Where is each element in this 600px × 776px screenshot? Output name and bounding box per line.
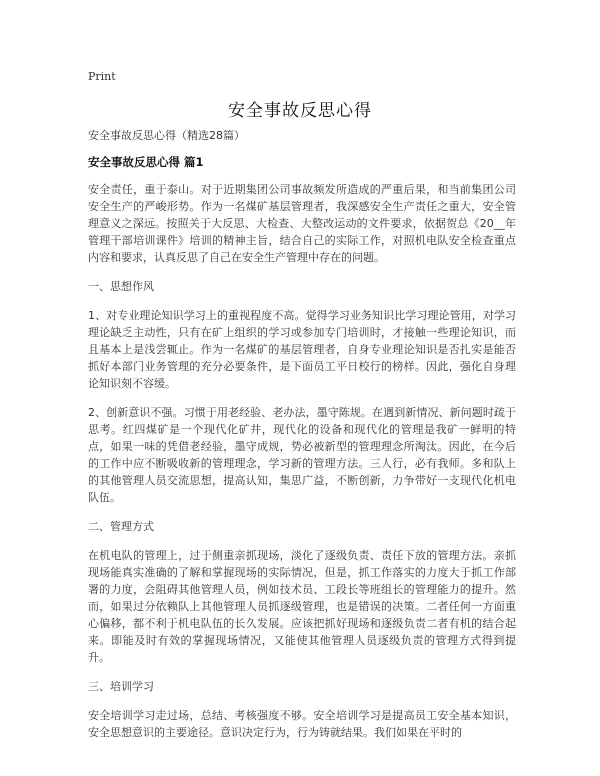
paragraph: 1、对专业理论知识学习上的重视程度不高。觉得学习业务知识比学习理论管用，对学习理论缺乏主动性，只有在矿上组织的学习或参加专门培训时，才接触一些理论知识，而且基本上是浅尝辄止。作为一名煤矿的基层管理者，自身专业理论知识是否扎实是能否抓好本部门业务管理的充分必要条件，是下面员工平日校行的榜样。因此，强化自身理论知识刻不容缓。 xyxy=(88,309,516,390)
article-blocks xyxy=(88,181,516,741)
print-link[interactable]: Print xyxy=(88,70,116,83)
section-subheading: 一、思想作风 xyxy=(88,280,154,293)
paragraph: 2、创新意识不强。习惯于用老经验、老办法，墨守陈规。在遇到新情况、新问题时疏于思考。红四煤矿是一个现代化矿井，现代化的设备和现代化的管理是我矿一鲜明的特点，如果一味的凭借老经验，墨守成规，势必被新型的管理理念所淘汰。因此，在今后的工作中应不断吸收新的管理理念，学习新的管理方法。三人行，必有我师。多和队上的其他管理人员交流思想，提高认知，集思广益，不断创新，力争带好一支现代化机电队伍。 xyxy=(88,406,516,504)
section-subheading: 三、培训学习 xyxy=(88,680,154,693)
document-body xyxy=(88,127,516,753)
paragraph: 在机电队的管理上，过于侧重亲抓现场，淡化了逐级负责、责任下放的管理方法。亲抓现场能真实准确的了解和掌握现场的实际情况，但是，抓工作落实的力度大于抓工作部署的力度，会阻碍其他管理人员，例如技术员、工段长等班组长的管理能力的提升。然而，如果过分依赖队上其他管理人员抓逐级管理，也是错误的决策。二者任何一方面重心偏移，都不利于机电队伍的长久发展。应该把抓好现场和逐级负责二者有机的结合起来。即能及时有效的掌握现场情况，又能使其他管理人员逐级负责的管理方式得到提升。 xyxy=(88,549,516,664)
paragraph: 安全责任，重于泰山。对于近期集团公司事故频发所造成的严重后果，和当前集团公司安全生产的严峻形势。作为一名煤矿基层管理者，我深感安全生产责任之重大，安全管理意义之深远。按照关于大反思、大检查、大整改运动的文件要求，依据贺总《20__年管理干部培训课件》培训的精神主旨，结合自己的实际工作，对照机电队安全检查重点内容和要求，认真反思了自己在安全生产管理中存在的问题。 xyxy=(88,183,516,264)
paragraph: 安全培训学习走过场，总结、考核强度不够。安全培训学习是提高员工安全基本知识，安全思想意识的主要途径。意识决定行为，行为铸就结果。我们如果在平时的 xyxy=(88,709,516,739)
document-title: 安全事故反思心得 xyxy=(228,101,372,121)
section-subheading: 二、管理方式 xyxy=(88,520,154,533)
document-subtitle: 安全事故反思心得（精选28篇） xyxy=(88,129,245,142)
section-heading: 安全事故反思心得 篇1 xyxy=(88,155,204,169)
